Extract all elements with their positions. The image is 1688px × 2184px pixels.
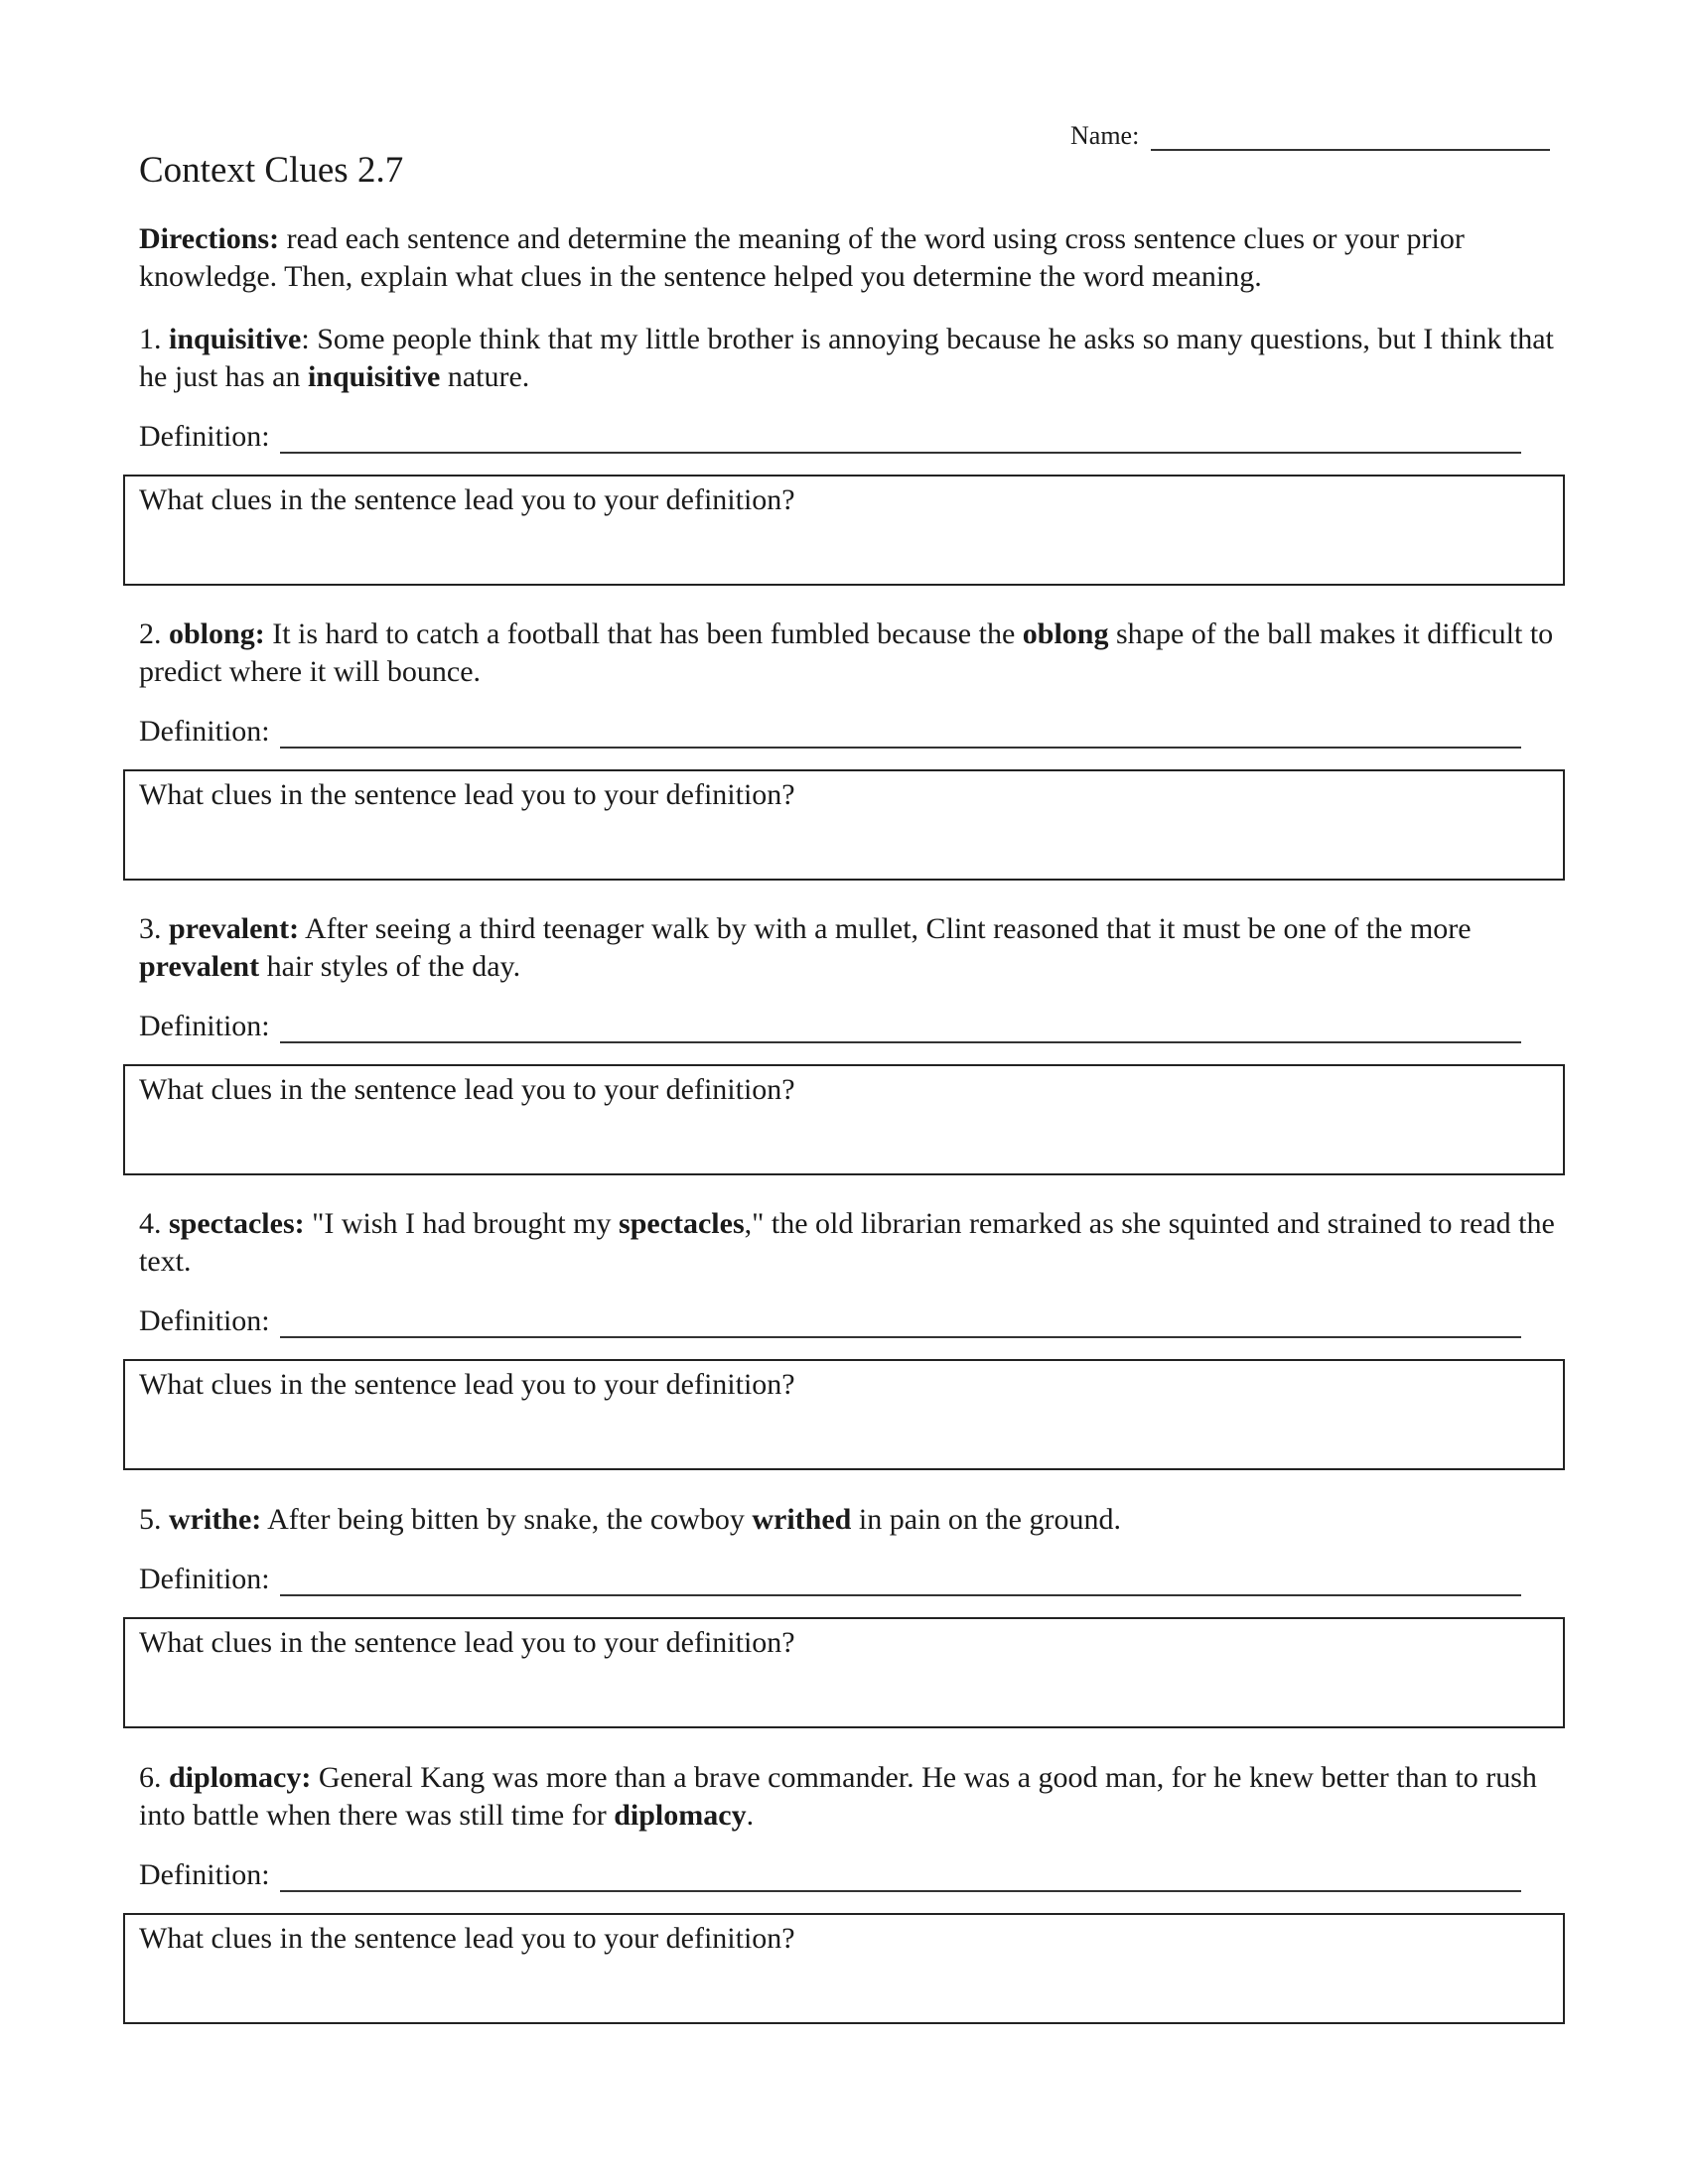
question-number: 4. bbox=[139, 1207, 162, 1240]
question-6 bbox=[139, 1759, 1569, 1955]
definition-label: Definition: bbox=[139, 420, 270, 453]
sentence-part: "I wish I had brought my bbox=[304, 1207, 620, 1240]
sentence-part: Some people think that my little brother is annoying because he asks so many questions, but I think that he just has an bbox=[139, 323, 1554, 393]
clue-answer-box[interactable] bbox=[123, 769, 1565, 881]
clue-prompt: What clues in the sentence lead you to your definition? bbox=[139, 483, 795, 516]
clue-answer-box[interactable] bbox=[123, 1064, 1565, 1175]
definition-row bbox=[139, 715, 1521, 749]
definition-row bbox=[139, 1010, 1521, 1043]
clue-prompt: What clues in the sentence lead you to your definition? bbox=[139, 778, 795, 811]
vocab-word: writhe: bbox=[169, 1503, 262, 1536]
sentence-part: After seeing a third teenager walk by with a mullet, Clint reasoned that it must be one of the more bbox=[299, 912, 1472, 945]
definition-label: Definition: bbox=[139, 715, 270, 748]
definition-label: Definition: bbox=[139, 1304, 270, 1337]
question-number: 5. bbox=[139, 1503, 162, 1536]
question-number: 6. bbox=[139, 1761, 162, 1794]
definition-row bbox=[139, 1304, 1521, 1338]
clue-prompt: What clues in the sentence lead you to your definition? bbox=[139, 1073, 795, 1106]
question-text bbox=[139, 1501, 1559, 1539]
clue-answer-box[interactable] bbox=[123, 1913, 1565, 2024]
vocab-word-in-sentence: inquisitive bbox=[307, 360, 441, 393]
definition-blank-line[interactable] bbox=[280, 715, 1521, 749]
clue-prompt: What clues in the sentence lead you to your definition? bbox=[139, 1626, 795, 1659]
vocab-word-in-sentence: diplomacy bbox=[614, 1799, 747, 1832]
question-number: 1. bbox=[139, 323, 162, 355]
worksheet-title: Context Clues 2.7 bbox=[139, 150, 404, 191]
directions bbox=[139, 220, 1559, 296]
sentence-part: shape of the ball makes it difficult to predict where it will bounce. bbox=[139, 617, 1554, 688]
question-text bbox=[139, 910, 1559, 986]
question-text bbox=[139, 321, 1559, 396]
vocab-word: prevalent: bbox=[169, 912, 300, 945]
question-text bbox=[139, 615, 1559, 691]
vocab-word-in-sentence: writhed bbox=[752, 1503, 852, 1536]
clue-answer-box[interactable] bbox=[123, 1359, 1565, 1470]
question-5 bbox=[139, 1501, 1569, 1659]
sentence-part: It is hard to catch a football that has been fumbled because the bbox=[264, 617, 1023, 650]
sentence-part: After being bitten by snake, the cowboy bbox=[261, 1503, 753, 1536]
definition-blank-line[interactable] bbox=[280, 1858, 1521, 1892]
name-field-row bbox=[1070, 119, 1550, 151]
definition-row bbox=[139, 1858, 1521, 1892]
clue-answer-box[interactable] bbox=[123, 475, 1565, 586]
sentence-part: hair styles of the day. bbox=[259, 950, 521, 983]
clue-prompt: What clues in the sentence lead you to your definition? bbox=[139, 1922, 795, 1955]
definition-label: Definition: bbox=[139, 1563, 270, 1595]
vocab-word: spectacles: bbox=[169, 1207, 305, 1240]
vocab-word: inquisitive bbox=[169, 323, 302, 355]
question-number: 2. bbox=[139, 617, 162, 650]
vocab-word: diplomacy: bbox=[169, 1761, 312, 1794]
vocab-word-in-sentence: prevalent bbox=[139, 950, 260, 983]
name-blank-line[interactable] bbox=[1151, 119, 1550, 151]
definition-blank-line[interactable] bbox=[280, 1304, 1521, 1338]
question-text bbox=[139, 1759, 1559, 1835]
definition-row bbox=[139, 420, 1521, 454]
directions-label: Directions: bbox=[139, 222, 280, 255]
definition-label: Definition: bbox=[139, 1010, 270, 1042]
clue-prompt: What clues in the sentence lead you to your definition? bbox=[139, 1368, 795, 1401]
sentence-part: General Kang was more than a brave commander. He was a good man, for he knew better than to rush into battle when there was still time for bbox=[139, 1761, 1537, 1832]
question-4 bbox=[139, 1205, 1569, 1401]
question-3 bbox=[139, 910, 1569, 1106]
sentence-part: . bbox=[746, 1799, 755, 1832]
definition-row bbox=[139, 1563, 1521, 1596]
definition-blank-line[interactable] bbox=[280, 1563, 1521, 1596]
clue-answer-box[interactable] bbox=[123, 1617, 1565, 1728]
definition-blank-line[interactable] bbox=[280, 420, 1521, 454]
definition-label: Definition: bbox=[139, 1858, 270, 1891]
sentence-part: ," the old librarian remarked as she squinted and strained to read the text. bbox=[139, 1207, 1555, 1278]
question-number: 3. bbox=[139, 912, 162, 945]
directions-text: read each sentence and determine the meaning of the word using cross sentence clues or your prior knowledge. Then, explain what clues in the sentence helped you determine the word meaning. bbox=[139, 222, 1465, 293]
vocab-word-in-sentence: spectacles bbox=[619, 1207, 745, 1240]
vocab-word-in-sentence: oblong bbox=[1022, 617, 1109, 650]
question-text bbox=[139, 1205, 1559, 1281]
word-separator: : bbox=[301, 323, 310, 355]
question-1 bbox=[139, 321, 1569, 516]
vocab-word: oblong: bbox=[169, 617, 265, 650]
question-2 bbox=[139, 615, 1569, 811]
sentence-part: nature. bbox=[440, 360, 530, 393]
sentence-part: in pain on the ground. bbox=[851, 1503, 1121, 1536]
name-label: Name: bbox=[1070, 121, 1140, 150]
definition-blank-line[interactable] bbox=[280, 1010, 1521, 1043]
